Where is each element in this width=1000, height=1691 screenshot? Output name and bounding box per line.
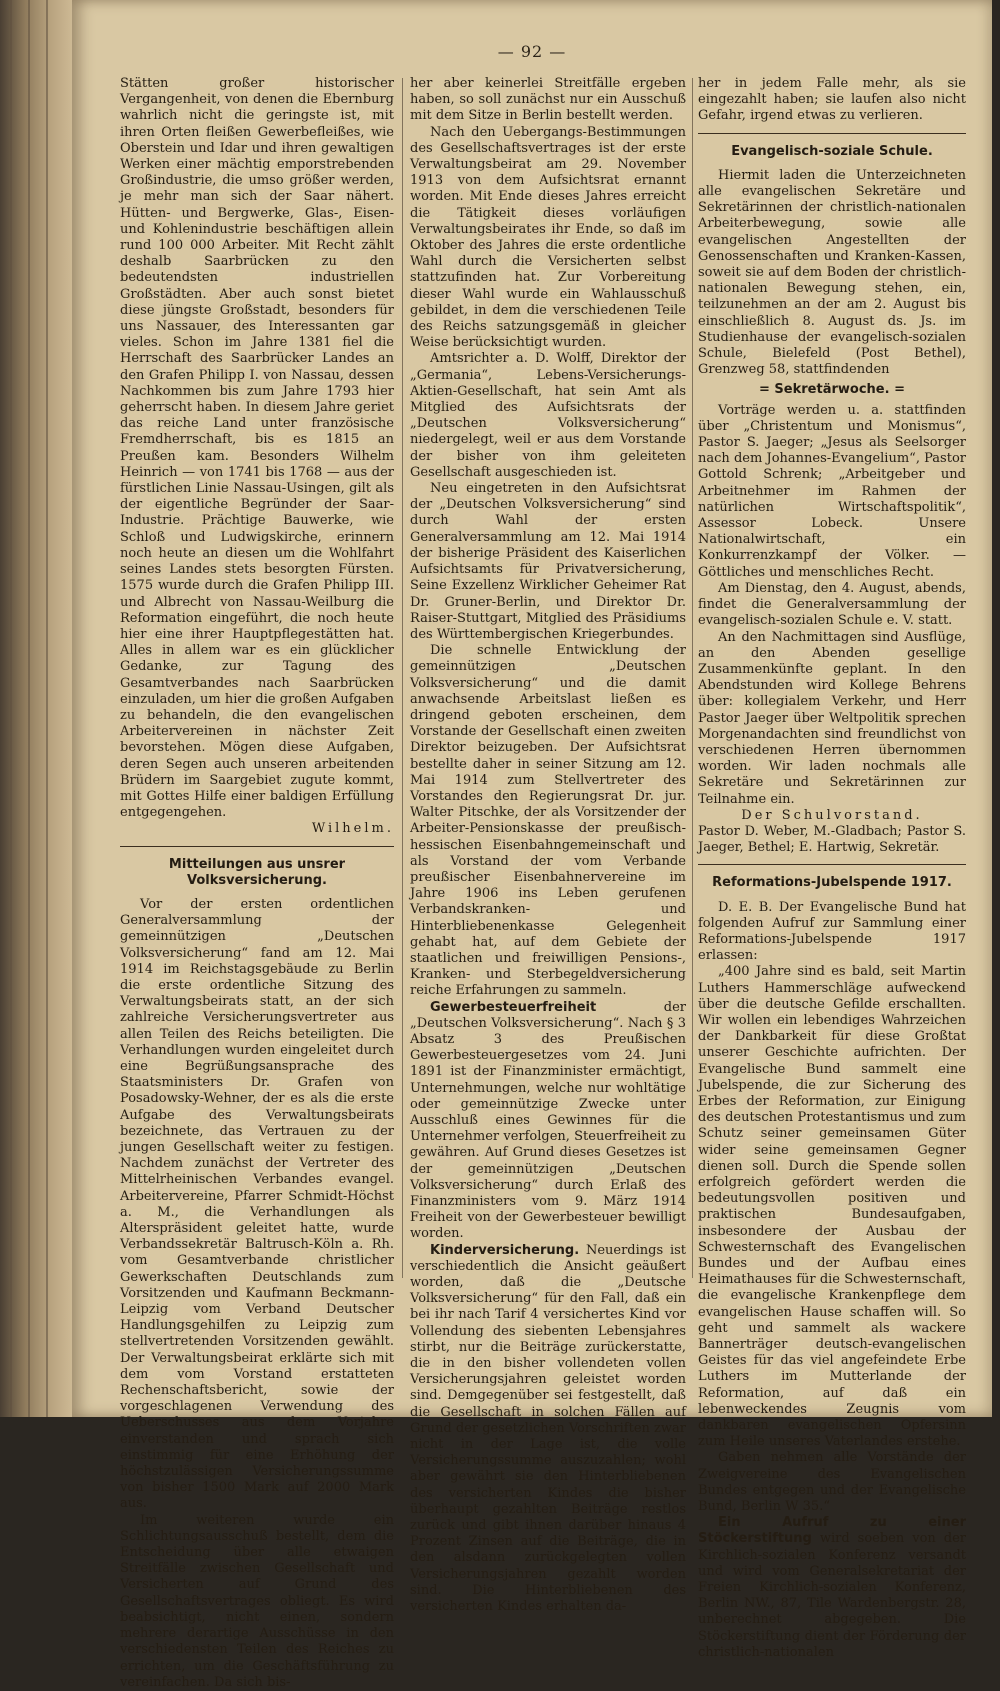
article-paragraph: Stätten großer historischer Vergangenheit, von denen die Ebernburg wahrlich nicht die geringste ist, mit ihren Orten fleißen Gewerbefleißes, wie Oberstein und Idar und ihren gewaltigen Werken einer mächtig emporstrebenden Großindustrie, die umso größer werden, je mehr man sich der Saar nähert. Hütten- und Bergwerke, Glas-, Eisen- und Kohlenindustrie beschäftigen allein rund 100 000 Arbeiter. Mit Recht zählt deshalb Saarbrücken zu den bedeutendsten industriellen Großstädten. Aber auch sonst bietet diese jüngste Großstadt, besonders für uns Nassauer, des Interessanten gar vieles. Schon im Jahre 1381 fiel die Herrschaft des Saarbrücker Landes an den Grafen Philipp I. von Nassau, dessen Nachkommen bis zum Jahre 1793 hier geherrscht haben. In diesem Jahre geriet das reiche Land unter französische Fremdherrschaft, bis es 1815 an Preußen kam. Besonders Wilhelm Heinrich — von 1741 bis 1768 — aus der fürstlichen Linie Nassau-Usingen, gilt als der eigentliche Begründer der Saar-Industrie. Prächtige Bauwerke, wie Schloß und Ludwigskirche, erinnern noch heute an diesen um die Wohlfahrt seines Landes stets besorgten Fürsten. 1575 wurde durch die Grafen Philipp III. und Albrecht von Nassau-Weilburg die Reformation eingeführt, die noch heute hier eine ihrer Hauptpflegestätten hat. Alles in allem war es ein glücklicher Gedanke, zur Tagung des Gesamtverbandes nach Saarbrücken einzuladen, um hier die großen Aufgaben zu behandeln, die den evangelischen Arbeitervereinen in nächster Zeit bevorstehen. Mögen diese Aufgaben, deren Segen auch unseren arbeitenden Brüdern im Saargebiet zugute kommt, mit Gottes Hilfe einer baldigen Erfüllung entgegengehen. xyxy=(120,76,394,821)
article-paragraph: Amtsrichter a. D. Wolff, Direktor der „Germania“, Lebens-Versicherungs-Aktien-Gesellschaft, hat sein Amt als Mitglied des Aufsichtsrats der „Deutschen Volksversicherung“ niedergelegt, weil er aus dem Vorstande der bisher von ihm geleiteten Gesellschaft ausgeschieden ist. xyxy=(410,351,686,480)
article-paragraph: Vor der ersten ordentlichen Generalversammlung der gemeinnützigen „Deutschen Volksversicherung“ fand am 12. Mai 1914 im Reichstagsgebäude zu Berlin die erste ordentliche Sitzung des Verwaltungsbeirats statt, an der sich zahlreiche Versicherungsvertreter aus allen Teilen des Reichs beteiligten. Die Verhandlungen wurden eingeleitet durch eine Begrüßungsansprache des Staatsministers Dr. Grafen von Posadowsky-Wehner, der es als die erste Aufgabe des Verwaltungsbeirats bezeichnete, das Vertrauen zu der jungen Gesellschaft weiter zu festigen. Nachdem zunächst der Vertreter des Mittelrheinischen Verbandes evangel. Arbeitervereine, Pfarrer Schmidt-Höchst a. M., die Verhandlungen als Alterspräsident geleitet hatte, wurde Verbandssekretär Baltrusch-Köln a. Rh. vom Gesamtverbande christlicher Gewerkschaften Deutschlands zum Vorsitzenden und Kaufmann Beckmann-Leipzig vom Verband Deutscher Handlungsgehilfen zu Leipzig zum stellvertretenden Vorsitzenden gewählt. Der Verwaltungsbeirat erklärte sich mit dem vom Vorstand erstatteten Rechenschaftsbericht, sowie der vorgeschlagenen Verwendung des Ueberschusses aus dem Vorjahre einverstanden und sprach sich einstimmig für eine Erhöhung der höchstzulässigen Versicherungssumme von bisher 1500 Mark auf 2000 Mark aus. xyxy=(120,896,394,1512)
article-text: Neuerdings ist verschiedentlich die Ansicht geäußert worden, daß die „Deutsche Volksversicherung“ für den Fall, daß ein bei ihr nach Tarif 4 versichertes Kind vor Vollendung des siebenten Lebensjahres stirbt, nur die Beiträge zurückerstatte, die in den bisher vollendeten vollen Versicherungsjahren geleistet worden sind. Demgegenüber sei festgestellt, daß die Gesellschaft in solchen Fällen auf Grund der gesetzlichen Vorschriften zwar nicht in der Lage ist, die volle Versicherungssumme auszuzahlen; wohl aber gewährt sie den Hinterbliebenen des versicherten Kindes die bisher überhaupt gezahlten Beiträge restlos zurück und gibt ihnen darüber hinaus 4 Prozent Zinsen auf die Beiträge, die in den alsdann zurückgelegten vollen Versicherungsjahren gezahlt worden sind. Die Hinterbliebenen des versicherten Kindes erhalten da- xyxy=(410,1242,686,1615)
article-paragraph: D. E. B. Der Evangelische Bund hat folgenden Aufruf zur Sammlung einer Reformations-Jubelspende 1917 erlassen: xyxy=(698,899,966,964)
article-text: der „Deutschen Volksversicherung“. Nach § 3 Absatz 3 des Preußischen Gewerbesteuergesetzes vom 24. Juni 1891 ist der Finanzminister ermächtigt, Unternehmungen, welche nur wohltätige oder gemeinnützige Zwecke unter Ausschluß eines Gewinnes für die Unternehmer verfolgen, Steuerfreiheit zu gewähren. Auf Grund dieses Gesetzes ist der gemeinnützigen „Deutschen Volksversicherung“ durch Erlaß des Finanzministers vom 9. März 1914 Freiheit von der Gewerbesteuer bewilligt worden. xyxy=(410,999,686,1242)
article-paragraph xyxy=(410,1243,686,1616)
article-paragraph xyxy=(698,1515,966,1661)
runin-heading: Ein Aufruf zu einer Stöckerstiftung xyxy=(698,1515,966,1547)
article-paragraph: Am Dienstag, den 4. August, abends, findet die Generalversammlung der evangelisch-sozialen Schule e. V. statt. xyxy=(698,580,966,629)
section-divider xyxy=(698,864,966,865)
section-divider xyxy=(120,846,394,847)
spine-line xyxy=(28,0,30,1417)
article-paragraph: Vorträge werden u. a. stattfinden über „Christentum und Monismus“, Pastor S. Jaeger; „Jesus als Seelsorger nach dem Johannes-Evangelium“, Pastor Gottold Schrenk; „Arbeitgeber und Arbeitnehmer im Rahmen der natürlichen Wirtschaftspolitik“, Assessor Lobeck. Unsere Nationalwirtschaft, ein Konkurrenzkampf der Völker. — Göttliches und menschliches Recht. xyxy=(698,402,966,580)
article-paragraph xyxy=(410,1000,686,1243)
section-heading: Reformations-Jubelspende 1917. xyxy=(712,875,952,891)
runin-heading: Gewerbesteuerfreiheit xyxy=(430,999,597,1015)
article-paragraph: her aber keinerlei Streitfälle ergeben haben, so soll zunächst nur ein Ausschuß mit dem Sitze in Berlin bestellt werden. xyxy=(410,76,686,124)
article-text: wird soeben von der Kirchlich-sozialen Konferenz versandt und wird vom Generalsekretariat der Freien Kirchlich-sozialen Konferenz, Berlin NW., 87, Tile Wardenbergstr. 28, unberechnet abgegeben. Die Stöckerstiftung dient der Förderung der christlich-nationalen xyxy=(698,1531,966,1660)
newspaper-page xyxy=(72,0,992,1690)
column-divider xyxy=(692,78,693,1278)
column-2 xyxy=(410,76,686,1615)
runin-heading: Kinderversicherung. xyxy=(430,1242,580,1258)
article-paragraph: Gaben nehmen alle Vorstände der Zweigvereine des Evangelischen Bundes entgegen und der Evangelische Bund, Berlin W 35.“ xyxy=(698,1450,966,1515)
article-paragraph: An den Nachmittagen sind Ausflüge, an den Abenden gesellige Zusammenkünfte geplant. In den Abendstunden wird Kollege Behrens über: kollegialem Verkehr, und Herr Pastor Jaeger über Weltpolitik sprechen Morgenandachten sind freundlichst von verschiedenen Herren übernommen worden. Wir laden nochmals alle Sekretäre und Sekretärinnen zur Teilnahme ein. xyxy=(698,629,966,807)
section-divider xyxy=(698,133,966,134)
sub-heading: = Sekretärwoche. = xyxy=(759,382,905,398)
article-paragraph: „400 Jahre sind es bald, seit Martin Luthers Hammerschläge aufweckend über die deutsche Gefilde erschallten. Wir wollen ein lebendiges Wahrzeichen der Dankbarkeit für diese Großtat unserer Geschichte aufrichten. Der Evangelische Bund sammelt eine Jubelspende, die zur Sicherung des Erbes der Reformation, zur Einigung des deutschen Protestantismus und zum Schutz seiner gemeinsamen Güter wider seine gemeinsamen Gegner dienen soll. Durch die Spende sollen erfolgreich gefördert werden die bedeutungsvollen positiven und praktischen Bundesaufgaben, insbesondere der Ausbau der Schwesternschaft des Evangelischen Bundes und der Aufbau eines Heimathauses für die Schwesternschaft, die evangelische Krankenpflege dem evangelischen Hause schaffen will. So geht und sammelt als wackere Bannerträger deutsch-evangelischen Geistes für das viel angefeindete Erbe Luthers im Mutterlande der Reformation, auf daß ein lebenweckendes Zeugnis vom dankbaren evangelischen Opfersinn zum Heile unseres Vaterlandes erstehe. xyxy=(698,964,966,1450)
article-signature: Wilhelm. xyxy=(311,821,394,837)
section-heading: Mitteilungen aus unsrer Volksversicherung. xyxy=(168,856,346,888)
article-paragraph: her in jedem Falle mehr, als sie eingezahlt haben; sie laufen also nicht Gefahr, irgend etwas zu verlieren. xyxy=(698,76,966,124)
board-names: Pastor D. Weber, M.-Gladbach; Pastor S. Jaeger, Bethel; E. Hartwig, Sekretär. xyxy=(698,823,966,856)
article-paragraph: Die schnelle Entwicklung der gemeinnützigen „Deutschen Volksversicherung“ und die damit anwachsende Arbeitslast ließen es dringend geboten erscheinen, dem Vorstande der Gesellschaft einen zweiten Direktor beizugeben. Der Aufsichtsrat bestellte daher in seiner Sitzung am 12. Mai 1914 zum Stellvertreter des Vorstandes den Regierungsrat Dr. jur. Walter Pitschke, der als Vorsitzender der Arbeiter-Pensionskasse der preußisch-hessischen Eisenbahngemeinschaft und als Vorstand der vom Verbande preußischer Eisenbahnervereine im Jahre 1906 ins Leben gerufenen Verbandskranken- und Hinterbliebenenkasse Gelegenheit gehabt hat, auf dem Gebiete der staatlichen und freiwilligen Pensions-, Kranken- und Sterbegeldversicherung reiche Erfahrungen zu sammeln. xyxy=(410,643,686,999)
article-paragraph: Nach den Uebergangs-Bestimmungen des Gesellschaftsvertrages ist der erste Verwaltungsbeirat am 29. November 1913 von dem Aufsichtsrat ernannt worden. Mit Ende dieses Jahres erreicht die Tätigkeit dieses vorläufigen Verwaltungsbeirates ihr Ende, so daß im Oktober des Jahres die erste ordentliche Wahl durch die Versicherten selbst stattzufinden hat. Zur Vorbereitung dieser Wahl wurde ein Wahlausschuß gebildet, in dem die verschiedenen Teile des Reichs satzungsgemäß in gleicher Weise berücksichtigt wurden. xyxy=(410,124,686,351)
column-1 xyxy=(120,76,394,1690)
board-title: Der Schulvorstand. xyxy=(741,807,923,823)
article-paragraph: Hiermit laden die Unterzeichneten alle evangelischen Sekretäre und Sekretärinnen der christlich-nationalen Arbeiterbewegung, sowie alle evangelischen Angestellten der Genossenschaften und Kranken-Kassen, soweit sie auf dem Boden der christlich-nationalen Bewegung stehen, ein, teilzunehmen an der am 2. August bis einschließlich 8. August ds. Js. im Studienhause der evangelisch-sozialen Schule, Bielefeld (Post Bethel), Grenzweg 58, stattfindenden xyxy=(698,167,966,378)
article-paragraph: Neu eingetreten in den Aufsichtsrat der „Deutschen Volksversicherung“ sind durch Wahl der ersten Generalversammlung am 12. Mai 1914 der bisherige Präsident des Kaiserlichen Aufsichtsamts für Privatversicherung, Seine Exzellenz Wirklicher Geheimer Rat Dr. Gruner-Berlin, und Direktor Dr. Raiser-Stuttgart, Mitglied des Präsidiums des Württembergischen Kriegerbundes. xyxy=(410,481,686,642)
page-number: — 92 — xyxy=(497,42,567,61)
section-heading: Evangelisch-soziale Schule. xyxy=(731,143,933,159)
book-spine xyxy=(0,0,72,1417)
column-divider xyxy=(402,78,403,1278)
column-3 xyxy=(698,76,966,1660)
article-paragraph: Im weiteren wurde ein Schlichtungsausschuß bestellt, dem die Entscheidung über alle etwaigen Streitfälle zwischen Gesellschaft und Versicherten auf Grund des Gesellschaftsvertrages obliegt. Es wird beabsichtigt, nicht einen, sondern mehrere derartige Ausschüsse in den verschiedensten Teilen des Reiches zu errichten, um die Geschäftsführung zu vereinfachen. Da sich bis- xyxy=(120,1512,394,1690)
spine-line xyxy=(10,0,12,1417)
spine-line xyxy=(46,0,48,1417)
